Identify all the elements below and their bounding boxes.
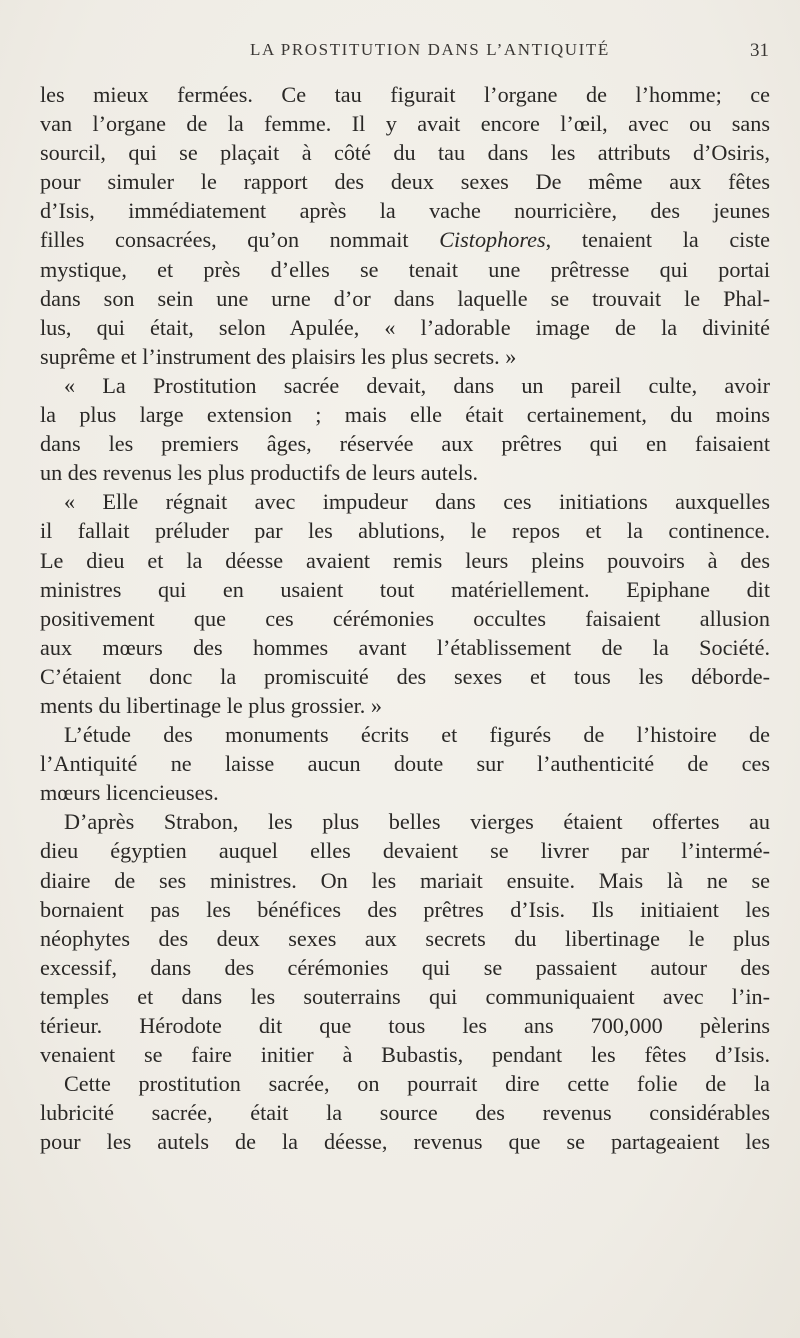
text-line: térieur. Hérodote dit que tous les ans 700,000 pèlerins [40,1013,770,1038]
text-line: excessif, dans des cérémonies qui se passaient autour des [40,954,770,980]
page-number: 31 [750,40,769,61]
text-line: la plus large extension ; mais elle était certainement, du moins [40,402,770,428]
text-line: positivement que ces cérémonies occultes faisaient allusion [40,605,770,631]
text-line: diaire de ses ministres. On les mariait ensuite. Mais là ne se [40,867,770,893]
text-line: sourcil, qui se plaçait à côté du tau dans les attributs d’Osiris, [40,140,770,166]
text-line: Le dieu et la déesse avaient remis leurs pleins pouvoirs à des [40,547,770,573]
text-line: aux mœurs des hommes avant l’établissement de la Société. [40,634,770,660]
running-title: LA PROSTITUTION DANS L’ANTIQUITÉ [250,40,610,59]
text-line: ments du libertinage le plus grossier. » [40,692,382,718]
text-line: dieu égyptien auquel elles devaient se livrer par l’intermé- [40,838,770,864]
text-line: d’Isis, immédiatement après la vache nourricière, des jeunes [40,198,770,224]
text-line: Cette prostitution sacrée, on pourrait dire cette folie de la [64,1071,770,1097]
text-line: mystique, et près d’elles se tenait une prêtresse qui portai [40,256,770,282]
text-line: néophytes des deux sexes aux secrets du libertinage le plus [40,925,770,951]
text-line: pour simuler le rapport des deux sexes De même aux fêtes [40,169,770,195]
text-line: L’étude des monuments écrits et figurés de l’histoire de [64,722,770,748]
text-line: ministres qui en usaient tout matériellement. Epiphane dit [40,576,770,602]
text-line: « La Prostitution sacrée devait, dans un pareil culte, avoir [64,372,770,398]
text-line: pour les autels de la déesse, revenus que se partageaient les [40,1129,770,1155]
line-text: , tenaient la ciste [545,227,770,253]
text-line: suprême et l’instrument des plaisirs les plus secrets. » [40,343,517,369]
text-line: venaient se faire initier à Bubastis, pendant les fêtes d’Isis. [40,1042,770,1068]
text-line: l’Antiquité ne laisse aucun doute sur l’authenticité de ces [40,751,770,777]
text-line: D’après Strabon, les plus belles vierges étaient offertes au [64,809,770,835]
line-text: filles consacrées, qu’on nommait [40,227,440,253]
text-line: mœurs licencieuses. [40,780,219,806]
text-line: « Elle régnait avec impudeur dans ces initiations auxquelles [64,489,770,515]
text-line: van l’organe de la femme. Il y avait encore l’œil, avec ou sans [40,111,770,137]
text-line: dans les premiers âges, réservée aux prêtres qui en faisaient [40,431,770,457]
text-line: un des revenus les plus productifs de leurs autels. [40,460,479,486]
body-text [40,80,770,1156]
text-line: C’étaient donc la promiscuité des sexes et tous les déborde- [40,663,770,689]
text-line: il fallait préluder par les ablutions, le repos et la continence. [40,518,770,544]
text-line: bornaient pas les bénéfices des prêtres d’Isis. Ils initiaient les [40,896,770,922]
text-line: dans son sein une urne d’or dans laquelle se trouvait le Phal- [40,285,770,311]
text-line: lus, qui était, selon Apulée, « l’adorable image de la divinité [40,314,770,340]
text-line: les mieux fermées. Ce tau figurait l’organe de l’homme; ce [40,82,770,107]
text-line [40,225,770,254]
text-line: temples et dans les souterrains qui communiquaient avec l’in- [40,983,770,1009]
italic-term: Cistophores [439,227,546,253]
text-line: lubricité sacrée, était la source des revenus considérables [40,1100,770,1126]
